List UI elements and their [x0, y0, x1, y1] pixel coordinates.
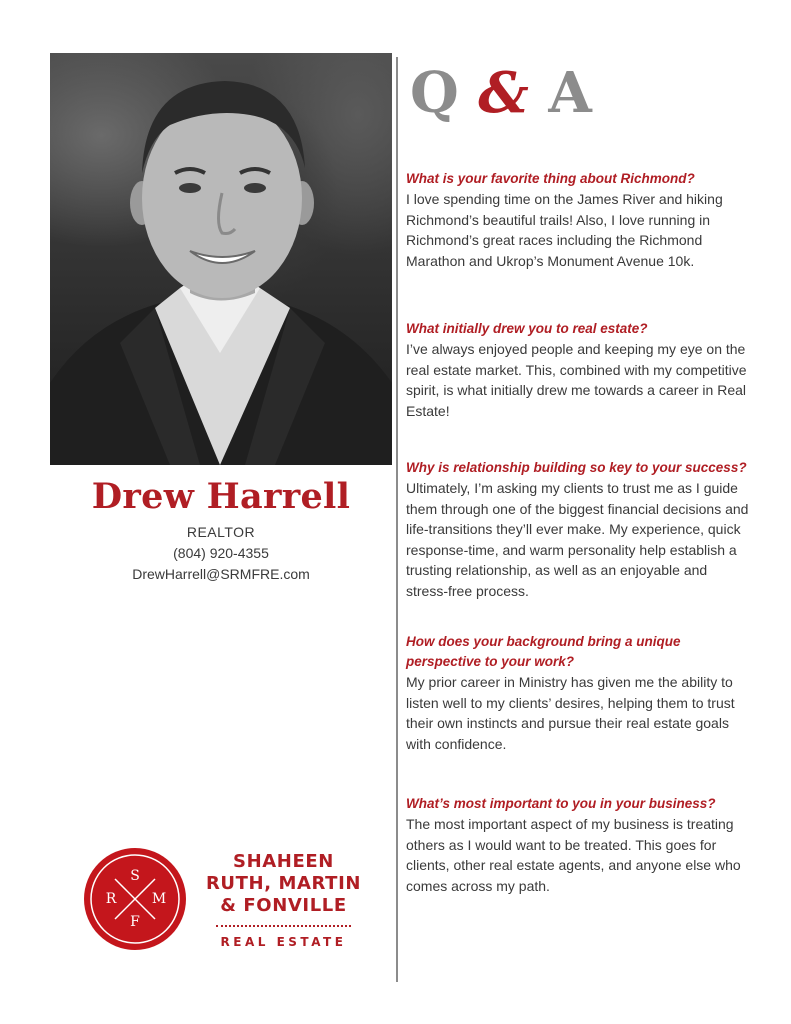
- qa-question: What is your favorite thing about Richmond?: [406, 171, 695, 186]
- logo-dotted-rule: [216, 925, 351, 927]
- qa-heading-ampersand: &: [478, 60, 529, 126]
- agent-email: DrewHarrell@SRMFRE.com: [132, 566, 310, 582]
- srmf-logo-emblem: [84, 848, 186, 950]
- logo-letter-m: M: [151, 891, 167, 907]
- logo-letter-s: S: [130, 868, 140, 884]
- logo-letter-r: R: [105, 891, 117, 907]
- qa-item-drew-to-real-estate: [406, 319, 751, 421]
- qa-answer: I’ve always enjoyed people and keeping my eye on the real estate market. This, combined with my competitive spirit, is what initially drew me towards a career in Real Estate!: [406, 341, 747, 419]
- qa-answer: I love spending time on the James River and hiking Richmond’s beautiful trails! Also, I love running in Richmond’s great races including the Richmond Marathon and Ukrop’s Monument Avenue 10k.: [406, 191, 723, 269]
- agent-portrait-photo: [50, 53, 392, 465]
- qa-heading: [410, 58, 592, 128]
- logo-letter-f: F: [130, 914, 140, 930]
- logo-subtitle: REAL ESTATE: [220, 935, 347, 949]
- qa-item-favorite-richmond: [406, 169, 751, 271]
- qa-answer: The most important aspect of my business is treating others as I would want to be treated. This goes for clients, other real estate agents, and anyone else who comes across my path.: [406, 816, 741, 894]
- qa-heading-a: A: [548, 60, 592, 126]
- column-divider: [396, 57, 398, 982]
- qa-question: What initially drew you to real estate?: [406, 321, 648, 336]
- qa-question: What’s most important to you in your business?: [406, 796, 716, 811]
- qa-item-most-important: [406, 794, 751, 896]
- qa-question: How does your background bring a unique perspective to your work?: [406, 634, 681, 669]
- agent-phone: (804) 920-4355: [173, 545, 269, 561]
- qa-item-relationship-building: [406, 458, 751, 602]
- qa-answer: Ultimately, I’m asking my clients to trust me as I guide them through one of the biggest financial decisions and life-transitions they’ll ever make. My experience, quick response-time, and warm personality help establish a trusting relationship, as well as an enjoyable and stress-free process.: [406, 480, 749, 599]
- logo-line-1: SHAHEEN: [233, 851, 334, 872]
- logo-line-2: RUTH, MARTIN: [205, 873, 362, 894]
- logo-cross-lines: [84, 848, 186, 950]
- agent-title: REALTOR: [186, 524, 256, 540]
- logo-line-3: & FONVILLE: [220, 895, 347, 916]
- qa-heading-q: Q: [410, 60, 459, 126]
- qa-answer: My prior career in Ministry has given me the ability to listen well to my clients’ desires, helping them to trust their own instincts and pursue their real estate goals with confidence.: [406, 674, 735, 752]
- qa-item-background-perspective: [406, 632, 751, 754]
- agent-name: Drew Harrell: [91, 476, 351, 517]
- qa-question: Why is relationship building so key to your success?: [406, 460, 747, 475]
- portrait-illustration: [50, 53, 392, 465]
